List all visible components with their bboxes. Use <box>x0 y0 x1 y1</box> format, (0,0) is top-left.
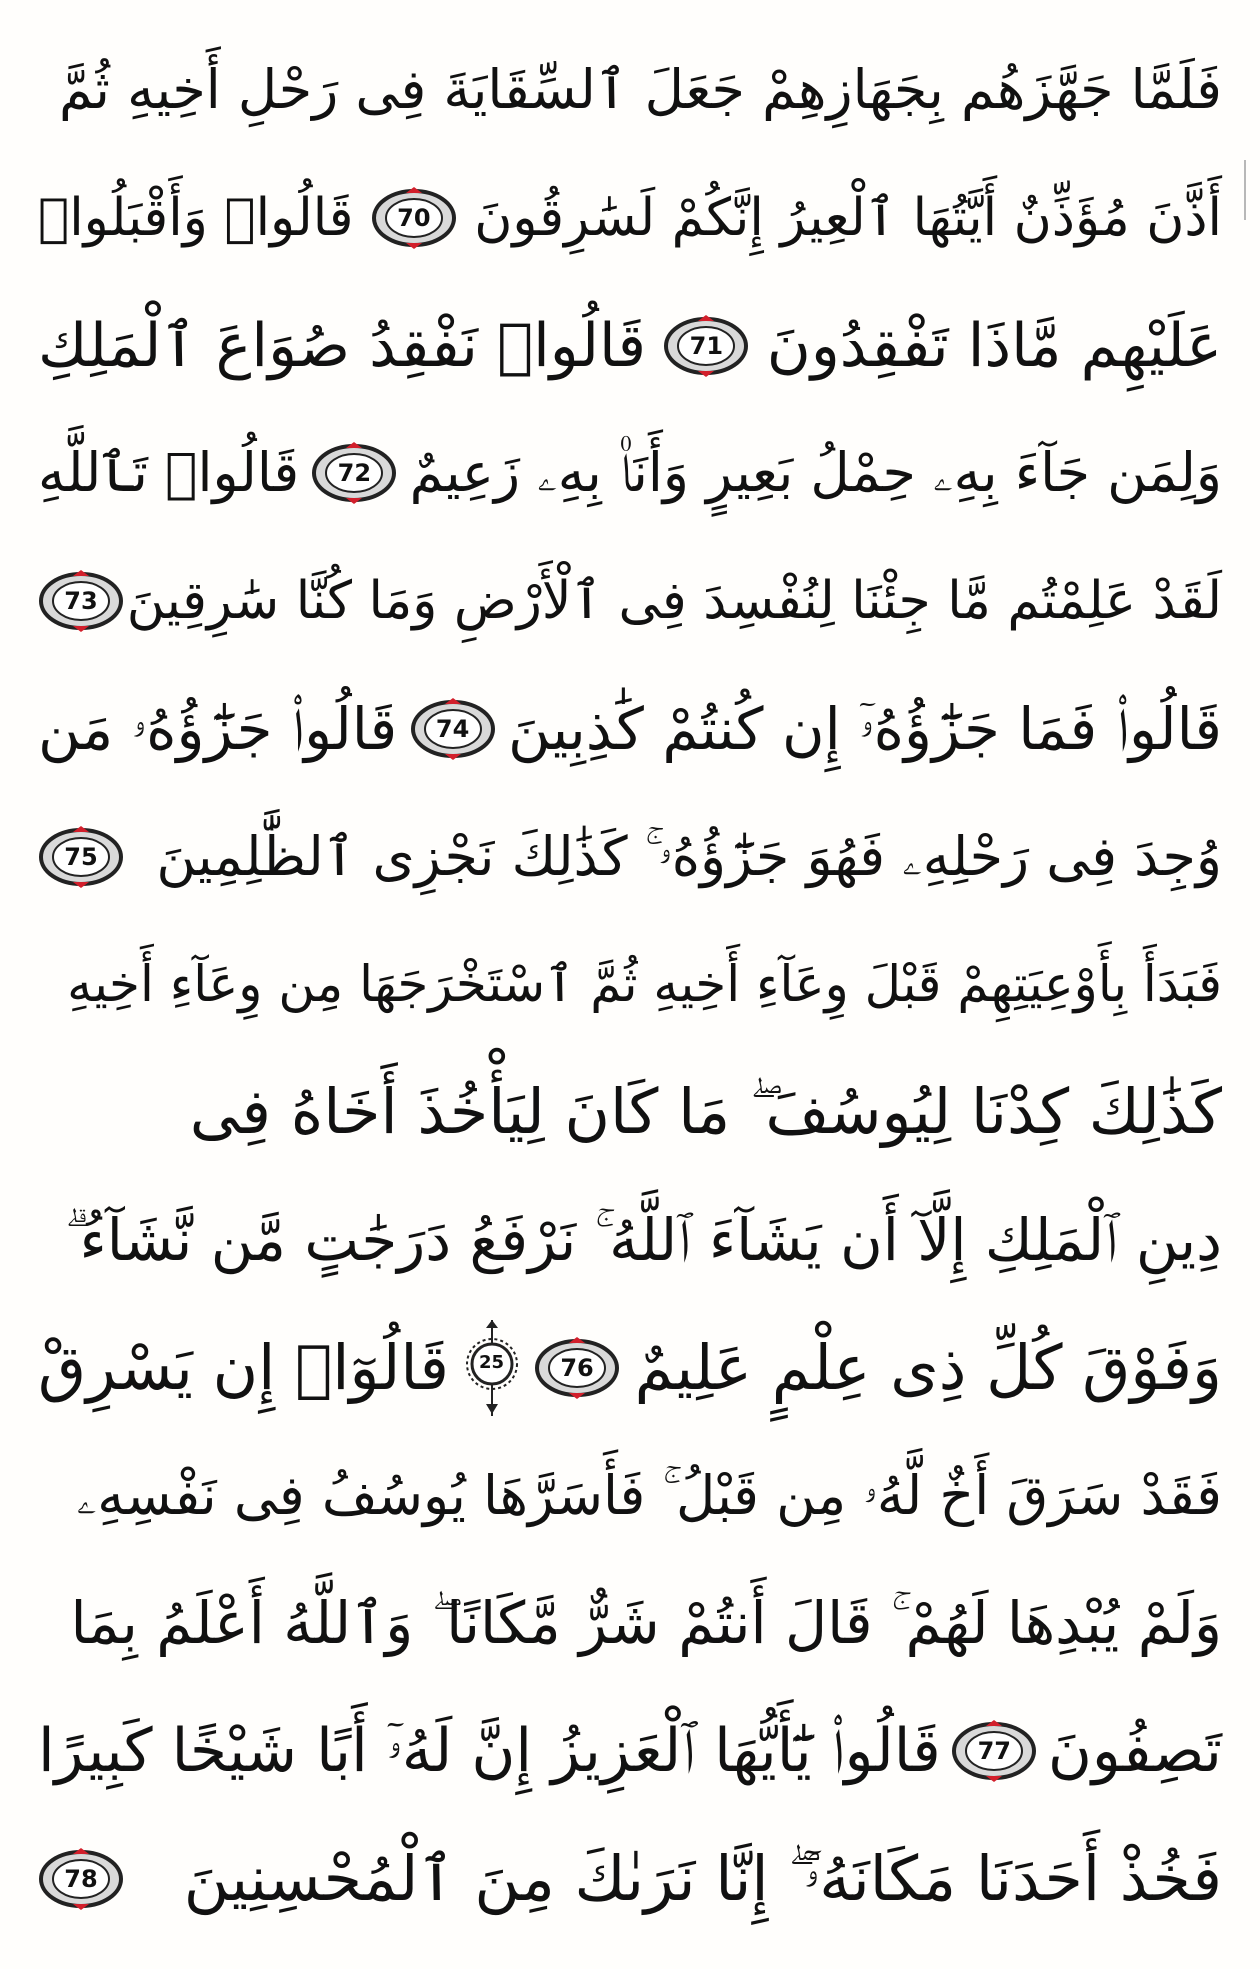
verse-text: دِينِ ٱلْمَلِكِ إِلَّآ أَن يَشَآءَ ٱللَّهُ ۚ نَرْفَعُ دَرَجَٰتٍ مَّن نَّشَآءُ ۗ <box>64 1206 1222 1275</box>
ayah-number: 77 <box>977 1737 1012 1766</box>
text-line <box>38 549 1222 653</box>
verse-text: عَلَيْهِم مَّاذَا تَفْقِدُونَ <box>766 310 1222 381</box>
hizb-marker <box>464 1318 520 1418</box>
verse-text: أَذَّنَ مُؤَذِّنٌ أَيَّتُهَا ٱلْعِيرُ إِنَّكُمْ لَسَٰرِقُونَ <box>474 187 1222 248</box>
text-line <box>38 932 1222 1036</box>
text-line <box>38 1444 1222 1548</box>
ayah-number-marker <box>38 570 124 632</box>
verse-text: قَالُوا۟ يَٰٓأَيُّهَا ٱلْعَزِيزُ إِنَّ لَهُۥٓ أَبًا شَيْخًا كَبِيرًا <box>38 1716 941 1787</box>
text-line <box>38 1188 1222 1292</box>
ayah-number: 75 <box>64 842 98 871</box>
verse-text: فَلَمَّا جَهَّزَهُم بِجَهَازِهِمْ جَعَلَ ٱلسِّقَايَةَ فِى رَحْلِ أَخِيهِ ثُمَّ <box>58 58 1222 121</box>
text-line <box>38 805 1222 909</box>
ayah-number: 74 <box>435 714 470 743</box>
text-line <box>38 421 1222 525</box>
verse-text: قَالُوا۟ فَمَا جَزَٰٓؤُهُۥٓ إِن كُنتُمْ كَٰذِبِينَ <box>508 694 1222 763</box>
verse-text: لَقَدْ عَلِمْتُم مَّا جِئْنَا لِنُفْسِدَ فِى ٱلْأَرْضِ وَمَا كُنَّا سَٰرِقِينَ <box>126 571 1222 632</box>
verse-text: فَبَدَأَ بِأَوْعِيَتِهِمْ قَبْلَ وِعَآءِ أَخِيهِ ثُمَّ ٱسْتَخْرَجَهَا مِن وِعَآءِ أَخِيهِ <box>67 955 1222 1014</box>
ayah-number-marker <box>311 442 397 504</box>
text-line <box>38 1316 1222 1420</box>
verse-text: وُجِدَ فِى رَحْلِهِۦ فَهُوَ جَزَٰٓؤُهُۥ ۚ كَذَٰلِكَ نَجْزِى ٱلظَّٰلِمِينَ <box>156 824 1222 888</box>
text-line <box>38 1571 1222 1675</box>
verse-text: قَالُوا۟ نَفْقِدُ صُوَاعَ ٱلْمَلِكِ <box>38 310 646 381</box>
verse-text: قَالُوا۟ جَزَٰٓؤُهُۥ مَن <box>38 694 398 763</box>
verse-text: قَالُوا۟ تَٱللَّهِ <box>38 441 300 505</box>
verse-text: فَخُذْ أَحَدَنَا مَكَانَهُۥٓ ۖ إِنَّا نَرَىٰكَ مِنَ ٱلْمُحْسِنِينَ <box>183 1841 1222 1915</box>
ayah-number: 78 <box>64 1864 98 1893</box>
verse-text: كَذَٰلِكَ كِدْنَا لِيُوسُفَ ۖ مَا كَانَ لِيَأْخُذَ أَخَاهُ فِى <box>189 1075 1222 1149</box>
ayah-number: 72 <box>337 459 372 488</box>
verse-text: وَلَمْ يُبْدِهَا لَهُمْ ۚ قَالَ أَنتُمْ شَرٌّ مَّكَانًا ۖ وَٱللَّهُ أَعْلَمُ بِمَا <box>70 1589 1222 1658</box>
hizb-number: 25 <box>478 1351 505 1373</box>
ayah-number-marker <box>38 1848 124 1910</box>
ayah-number-marker <box>951 1720 1037 1782</box>
ayah-number: 76 <box>560 1353 594 1382</box>
ayah-number: 70 <box>397 203 431 232</box>
verse-text: وَلِمَن جَآءَ بِهِۦ حِمْلُ بَعِيرٍ وَأَنَا۠ بِهِۦ زَعِيمٌ <box>409 441 1222 505</box>
verse-text: فَقَدْ سَرَقَ أَخٌ لَّهُۥ مِن قَبْلُ ۚ فَأَسَرَّهَا يُوسُفُ فِى نَفْسِهِۦ <box>76 1463 1222 1527</box>
ayah-number-marker <box>410 698 496 760</box>
text-line <box>38 38 1222 142</box>
text-line <box>38 294 1222 398</box>
text-line <box>38 1060 1222 1164</box>
verse-text: قَالُوا۟ وَأَقْبَلُوا۟ <box>38 187 354 248</box>
text-line <box>38 1699 1222 1803</box>
page-edge-rule <box>1244 160 1246 220</box>
verse-text: وَفَوْقَ كُلِّ ذِى عِلْمٍ عَلِيمٌ <box>634 1330 1222 1404</box>
text-line <box>38 1827 1222 1931</box>
ayah-number: 73 <box>64 587 98 616</box>
ayah-number-marker <box>663 315 749 377</box>
verse-text: قَالُوٓا۟ إِن يَسْرِقْ <box>38 1330 449 1404</box>
text-line <box>38 677 1222 781</box>
text-line <box>38 166 1222 270</box>
ayah-number: 71 <box>689 331 724 360</box>
ayah-number-marker <box>38 826 124 888</box>
verse-text: تَصِفُونَ <box>1047 1716 1222 1787</box>
ayah-number-marker <box>371 187 457 249</box>
quran-text-block <box>38 38 1222 1931</box>
ayah-number-marker <box>534 1337 620 1399</box>
